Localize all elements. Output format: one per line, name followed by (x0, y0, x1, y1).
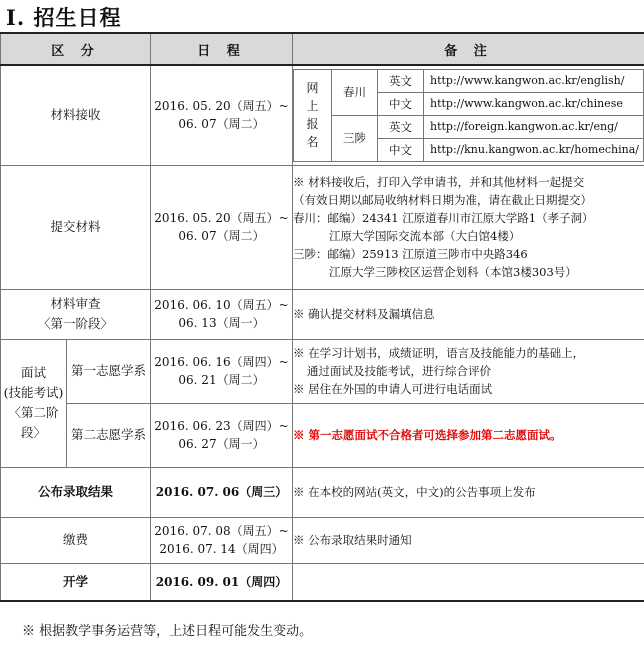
url-link[interactable]: http://www.kangwon.ac.kr/english/ (424, 69, 644, 92)
url-link[interactable]: http://foreign.kangwon.ac.kr/eng/ (424, 115, 644, 138)
date-announce: 2016. 07. 06（周三） (151, 467, 293, 517)
lang-label: 英文 (378, 115, 424, 138)
date-start: 2016. 09. 01（周四） (151, 563, 293, 601)
header-remarks: 备 注 (293, 33, 644, 65)
lang-label: 中文 (378, 138, 424, 161)
table-row (1, 467, 644, 517)
second-choice-label: 第二志愿学系 (67, 403, 151, 467)
url-link[interactable]: http://knu.kangwon.ac.kr/homechina/ (424, 138, 644, 161)
campus-samcheok: 三陟 (332, 115, 378, 161)
lang-label: 中文 (378, 92, 424, 115)
date-materials: 2016. 05. 20（周五）~ 06. 07（周二） (151, 65, 293, 165)
category-review: 材料审查 〈第一阶段〉 (1, 289, 151, 339)
footer-note: ※ 根据教学事务运营等，上述日程可能发生变动。 (22, 624, 313, 639)
table-row (1, 65, 644, 165)
note-review: ※ 确认提交材料及漏填信息 (293, 289, 644, 339)
table-row (1, 517, 644, 563)
online-application-cell (293, 65, 644, 165)
url-link[interactable]: http://www.kangwon.ac.kr/chinese (424, 92, 644, 115)
date-submit: 2016. 05. 20（周五）~ 06. 07（周二） (151, 165, 293, 289)
date-second-choice: 2016. 06. 23（周四）~ 06. 27（周一） (151, 403, 293, 467)
category-materials: 材料接收 (1, 65, 151, 165)
date-review: 2016. 06. 10（周五）~ 06. 13（周一） (151, 289, 293, 339)
note-fee: ※ 公布录取结果时通知 (293, 517, 644, 563)
note-announce: ※ 在本校的网站(英文，中文)的公告事项上发布 (293, 467, 644, 517)
campus-chuncheon: 春川 (332, 69, 378, 115)
category-announce: 公布录取结果 (1, 467, 151, 517)
first-choice-label: 第一志愿学系 (67, 339, 151, 403)
date-first-choice: 2016. 06. 16（周四）~ 06. 21（周二） (151, 339, 293, 403)
note-submit: ※ 材料接收后，打印入学申请书，并和其他材料一起提交 （有效日期以邮局收纳材料日期为准，请在截止日期提交） 春川：邮编）24341 江原道春川市江原大学路1（孝子洞） 江原大学国际交流本部（大白馆4楼） 三陟：邮编）25913 江原道三陟市中央路346 江原大学三陟校区运营企划科（本馆3楼303号） (293, 165, 644, 289)
online-application-label: 网 上 报 名 (294, 69, 332, 161)
table-row (1, 563, 644, 601)
table-row (1, 289, 644, 339)
note-second-choice: ※ 第一志愿面试不合格者可选择参加第二志愿面试。 (293, 403, 644, 467)
table-header-row (1, 33, 644, 65)
lang-label: 英文 (378, 69, 424, 92)
category-submit: 提交材料 (1, 165, 151, 289)
online-application-table (293, 69, 644, 162)
category-start: 开学 (1, 563, 151, 601)
category-interview: 面试 (技能考试) 〈第二阶段〉 (1, 339, 67, 467)
table-row (1, 339, 644, 403)
category-fee: 缴费 (1, 517, 151, 563)
table-row (1, 165, 644, 289)
note-first-choice: ※ 在学习计划书，成绩证明，语言及技能能力的基础上， 通过面试及技能考试，进行综合评价 ※ 居住在外国的申请人可进行电话面试 (293, 339, 644, 403)
table-row (1, 403, 644, 467)
header-category: 区 分 (1, 33, 151, 65)
page-title: Ⅰ. 招生日程 (6, 5, 122, 30)
schedule-table (0, 32, 644, 602)
header-schedule: 日 程 (151, 33, 293, 65)
date-fee: 2016. 07. 08（周五）~ 2016. 07. 14（周四） (151, 517, 293, 563)
note-start (293, 563, 644, 601)
